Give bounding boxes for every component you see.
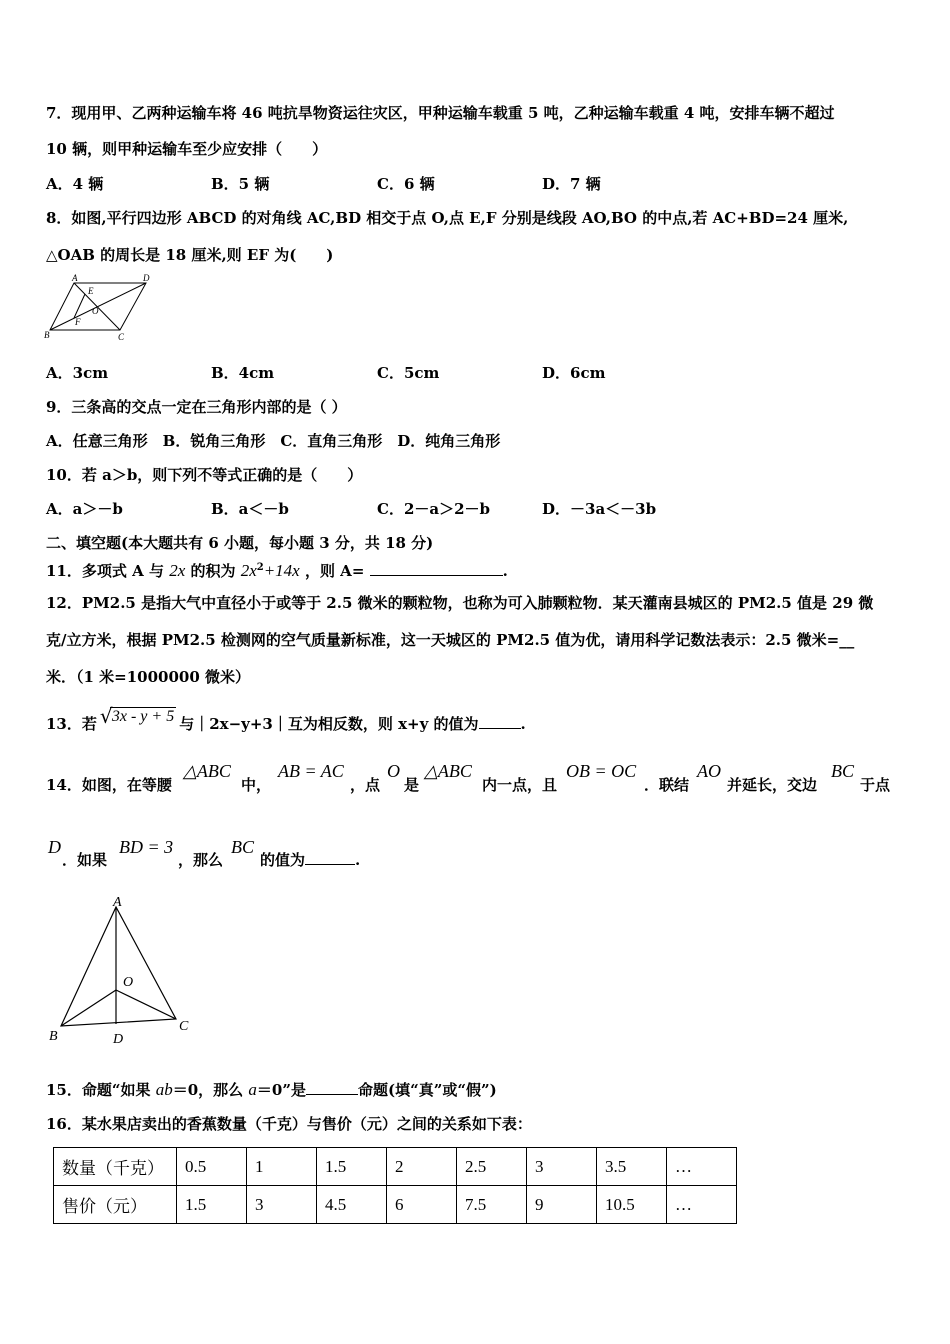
parallelogram-figure [40, 272, 160, 344]
q12-line2: 克/立方米，根据 PM2.5 检测网的空气质量新标准，这一天城区的 PM2.5 值为优，请用科学记数法表示：2.5 微米=__ [46, 631, 855, 649]
segment-ef [74, 294, 85, 318]
fig14-label-o: O [123, 975, 134, 990]
q10-option-d: D．－3a＜－3b [542, 500, 657, 518]
q15-eq: ＝0，那么 [172, 1081, 249, 1099]
section-2-heading: 二、填空题(本大题共有 6 小题，每小题 3 分，共 18 分) [46, 534, 434, 552]
q9-text: 9．三条高的交点一定在三角形内部的是（ ） [46, 398, 347, 416]
q14-text-11 [260, 850, 360, 870]
sqrt-expression [99, 704, 176, 735]
table-row-price [54, 1186, 737, 1224]
table-cell: 1 [247, 1148, 317, 1186]
q11-pre: 11．多项式 A 与 [46, 562, 170, 580]
q14-text-10: ，那么 [178, 851, 224, 869]
q8-option-b: B．4cm [211, 364, 275, 382]
q14-text-3: ，点 [350, 776, 381, 794]
q11-term-a: 2x [169, 561, 186, 580]
table-cell: 2.5 [457, 1148, 527, 1186]
q14-math-8: D [48, 837, 61, 857]
q8-line1: 8．如图,平行四边形 ABCD 的对角线 AC,BD 相交于点 O,点 E,F 分别是线段 AO,BO 的中点,若 AC+BD=24 厘米, [46, 209, 849, 227]
q13-line [46, 704, 526, 735]
fig8-label-f: F [75, 317, 81, 327]
q14-text-8: 于点 [860, 776, 891, 794]
q11-exponent: 2 [256, 562, 264, 573]
q15-post: 命题(填“真”或“假”) [357, 1081, 497, 1099]
q8-option-d: D．6cm [542, 364, 606, 382]
q14-math-4: △ABC [424, 761, 472, 781]
q16-text: 16．某水果店卖出的香蕉数量（千克）与售价（元）之间的关系如下表： [46, 1115, 532, 1133]
q14-text-6: ．联结 [644, 776, 690, 794]
q15-a: a [248, 1080, 257, 1099]
q14-text-4: 是 [404, 776, 420, 794]
q14-text-1: 14．如图，在等腰 [46, 776, 172, 794]
q13-radicand: 3x - y + 5 [111, 708, 175, 725]
q11-end: . [502, 562, 508, 580]
q11-term-c: +14x [263, 561, 300, 580]
table-cell: … [667, 1186, 737, 1224]
fig8-label-e: E [88, 286, 94, 296]
table-cell: 6 [387, 1186, 457, 1224]
q14-math-7: BC [831, 761, 855, 781]
triangle-abc [61, 907, 176, 1026]
table-header-price: 售价（元） [54, 1186, 177, 1224]
q11-answer-blank[interactable] [370, 561, 503, 576]
q11-line [46, 558, 508, 581]
fig8-label-d: D [143, 273, 150, 283]
table-cell: 3 [527, 1148, 597, 1186]
table-cell: 7.5 [457, 1186, 527, 1224]
table-cell: 4.5 [317, 1186, 387, 1224]
q14-math-6: AO [697, 761, 721, 781]
q9-options: A．任意三角形 B．锐角三角形 C．直角三角形 D．纯角三角形 [46, 432, 501, 450]
table-row-quantity [54, 1148, 737, 1186]
q14-text-5: 内一点，且 [482, 776, 558, 794]
q10-option-c: C．2－a＞2－b [377, 500, 491, 518]
q7-option-d: D．7 辆 [542, 175, 601, 193]
fig8-label-b: B [44, 330, 50, 340]
q12-line1: 12．PM2.5 是指大气中直径小于或等于 2.5 微米的颗粒物，也称为可入肺颗粒物．某天灌南县城区的 PM2.5 值是 29 微 [46, 594, 874, 612]
q10-option-a: A．a＞－b [46, 500, 123, 518]
q8-option-a: A．3cm [46, 364, 109, 382]
q14-end: . [355, 851, 361, 869]
q14-math-1: △ABC [183, 761, 231, 781]
q15-eq2: ＝0”是 [256, 1081, 306, 1099]
fig14-label-c: C [179, 1019, 189, 1034]
q13-end: . [520, 715, 526, 733]
table-header-quantity: 数量（千克） [54, 1148, 177, 1186]
q14-math-3: O [387, 761, 400, 781]
q15-ab: ab [155, 1080, 173, 1099]
q8-option-c: C．5cm [377, 364, 440, 382]
q13-answer-blank[interactable] [479, 714, 521, 729]
q14-value-label: 的值为 [260, 851, 306, 869]
table-cell: 1.5 [317, 1148, 387, 1186]
q11-post: ，则 A= [299, 562, 370, 580]
table-cell: 1.5 [177, 1186, 247, 1224]
table-cell: 2 [387, 1148, 457, 1186]
q7-option-b: B．5 辆 [211, 175, 270, 193]
sqrt-icon: √ [99, 704, 113, 728]
fig8-label-o: O [92, 306, 99, 316]
table-cell: 3.5 [597, 1148, 667, 1186]
q13-post: 与｜2x−y+3｜互为相反数，则 x+y 的值为 [179, 715, 479, 733]
segment-co [116, 990, 176, 1019]
q14-text-2: 中， [241, 776, 272, 794]
q8-line2: △OAB 的周长是 18 厘米,则 EF 为( ) [46, 246, 334, 264]
q10-text: 10．若 a＞b，则下列不等式正确的是（ ） [46, 466, 363, 484]
table-cell: … [667, 1148, 737, 1186]
table-cell: 10.5 [597, 1186, 667, 1224]
q15-answer-blank[interactable] [306, 1080, 358, 1095]
q15-pre: 15．命题“如果 [46, 1081, 156, 1099]
q14-math-5: OB = OC [566, 761, 637, 781]
q13-pre: 13．若 [46, 715, 97, 733]
q12-line3: 米．（1 米=1000000 微米） [46, 668, 251, 686]
q11-term-b: 2x [240, 561, 257, 580]
table-cell: 0.5 [177, 1148, 247, 1186]
q14-math-2: AB = AC [278, 761, 344, 781]
fig14-label-a: A [113, 895, 122, 910]
q7-line1: 7．现用甲、乙两种运输车将 46 吨抗旱物资运往灾区，甲种运输车载重 5 吨，乙种运输车载重 4 吨，安排车辆不超过 [46, 104, 835, 122]
banana-price-table [53, 1147, 737, 1224]
q15-line [46, 1080, 497, 1100]
q14-math-9: BD = 3 [119, 837, 174, 857]
q10-option-b: B．a＜－b [211, 500, 289, 518]
fig14-label-d: D [113, 1032, 124, 1047]
q14-text-9: ．如果 [62, 851, 108, 869]
table-cell: 9 [527, 1186, 597, 1224]
fig8-label-c: C [118, 332, 125, 342]
q14-text-7: 并延长，交边 [727, 776, 818, 794]
q7-option-c: C．6 辆 [377, 175, 435, 193]
table-cell: 3 [247, 1186, 317, 1224]
q14-answer-blank[interactable] [305, 850, 355, 865]
fig14-label-b: B [49, 1029, 58, 1044]
q7-option-a: A．4 辆 [46, 175, 104, 193]
fig8-label-a: A [72, 273, 78, 283]
q14-math-10: BC [231, 837, 255, 857]
q11-mid: 的积为 [185, 562, 241, 580]
isosceles-triangle-figure [45, 893, 195, 1048]
q7-line2: 10 辆，则甲种运输车至少应安排（ ） [46, 140, 328, 158]
